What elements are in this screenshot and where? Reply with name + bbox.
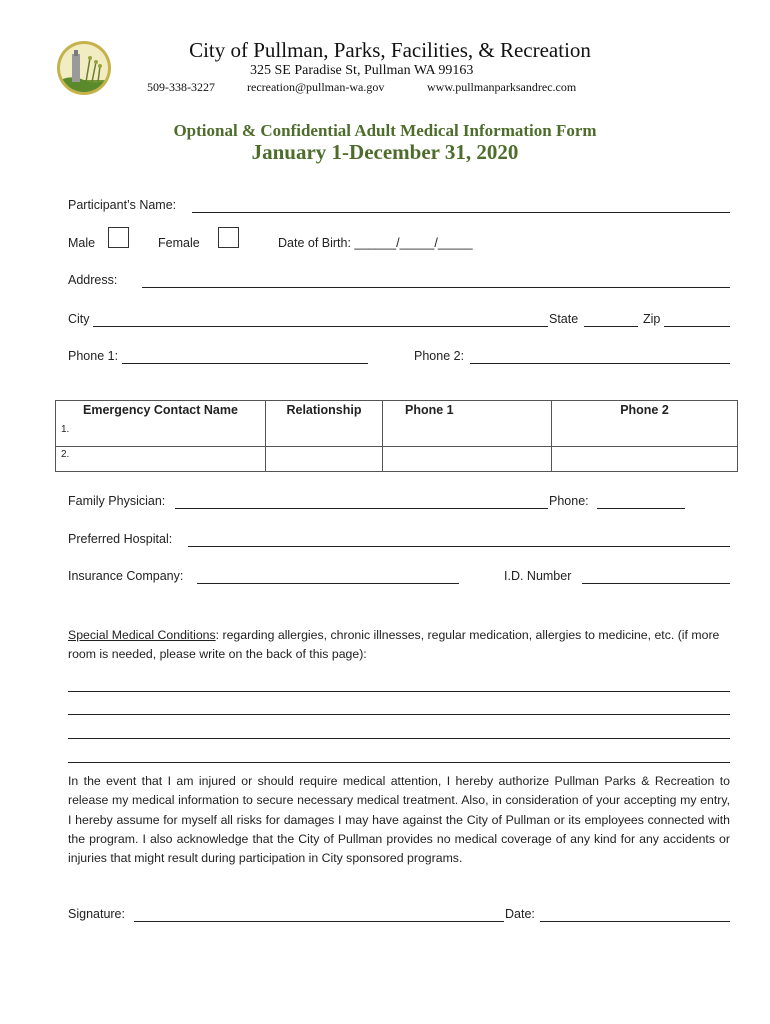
zip-field[interactable] (664, 326, 730, 327)
row-number[interactable]: 1. (56, 422, 266, 447)
phone1-cell[interactable] (383, 422, 552, 447)
preferred-hospital-label: Preferred Hospital: (68, 532, 173, 546)
insurance-company-field[interactable] (197, 583, 459, 584)
male-label: Male (68, 236, 96, 250)
header-phone-2: Phone 2 (552, 401, 738, 423)
row-number[interactable]: 2. (56, 447, 266, 472)
form-title: Optional & Confidential Adult Medical Information Form (173, 121, 597, 140)
state-field[interactable] (584, 326, 638, 327)
phone1-cell[interactable] (383, 447, 552, 472)
female-checkbox[interactable] (218, 227, 239, 248)
date-of-birth-field[interactable]: Date of Birth: ______/_____/_____ (278, 236, 473, 250)
authorization-paragraph: In the event that I am injured or should require medical attention, I hereby authorize Pullman Parks & Recreation to release my medical information to secure necessary medical treatment. Also, in consideration of your accepting my entry, I hereby assume for myself all risks for damages I may have against the City of Pullman or its employees connected with the program. I also acknowledge that the City of Pullman provides no medical coverage of any kind for any accidents or injuries that might result during participation in City sponsored programs. (68, 774, 730, 866)
date-label: Date: (505, 907, 535, 921)
org-email[interactable]: recreation@pullman-wa.gov (247, 80, 385, 94)
special-conditions-text (68, 626, 738, 664)
table-row (56, 422, 738, 447)
physician-phone-field[interactable] (597, 508, 685, 509)
phone2-cell[interactable] (552, 422, 738, 447)
emergency-contact-table (55, 400, 738, 472)
city-label: City (68, 312, 90, 326)
id-number-field[interactable] (582, 583, 730, 584)
special-conditions-heading: Special Medical Conditions (68, 628, 216, 642)
participant-name-field[interactable] (192, 212, 730, 213)
female-label: Female (158, 236, 200, 250)
special-conditions-line-4[interactable] (68, 762, 730, 763)
address-field[interactable] (142, 287, 730, 288)
state-label: State (549, 312, 579, 326)
special-conditions-line-2[interactable] (68, 714, 730, 715)
phone1-field[interactable] (122, 363, 368, 364)
date-field[interactable] (540, 921, 730, 922)
participant-name-label: Participant’s Name: (68, 198, 177, 212)
phone2-field[interactable] (470, 363, 730, 364)
signature-label: Signature: (68, 907, 125, 921)
org-phone: 509-338-3227 (147, 80, 215, 94)
phone1-label: Phone 1: (68, 349, 119, 363)
table-row (56, 447, 738, 472)
header-emergency-contact-name: Emergency Contact Name (56, 401, 266, 423)
address-label: Address: (68, 273, 118, 287)
phone2-cell[interactable] (552, 447, 738, 472)
signature-field[interactable] (134, 921, 504, 922)
header-phone-1: Phone 1 (383, 401, 552, 423)
physician-phone-label: Phone: (549, 494, 589, 508)
header-relationship: Relationship (266, 401, 383, 423)
zip-label: Zip (643, 312, 661, 326)
family-physician-label: Family Physician: (68, 494, 166, 508)
id-number-label: I.D. Number (504, 569, 572, 583)
org-website[interactable]: www.pullmanparksandrec.com (427, 80, 577, 94)
special-conditions-line-3[interactable] (68, 738, 730, 739)
org-address: 325 SE Paradise St, Pullman WA 99163 (250, 63, 474, 78)
insurance-company-label: Insurance Company: (68, 569, 184, 583)
org-name: City of Pullman, Parks, Facilities, & Recreation (189, 38, 591, 62)
male-checkbox[interactable] (108, 227, 129, 248)
form-dates: January 1-December 31, 2020 (251, 140, 519, 164)
special-conditions-line-1[interactable] (68, 691, 730, 692)
city-field[interactable] (93, 326, 548, 327)
relationship-cell[interactable] (266, 422, 383, 447)
preferred-hospital-field[interactable] (188, 546, 730, 547)
special-conditions-instructions: : regarding allergies, chronic illnesses, regular medication, allergies to medicine, etc. (if more room is needed, please write on the back of this page): (68, 628, 720, 661)
family-physician-field[interactable] (175, 508, 548, 509)
phone2-label: Phone 2: (414, 349, 465, 363)
relationship-cell[interactable] (266, 447, 383, 472)
